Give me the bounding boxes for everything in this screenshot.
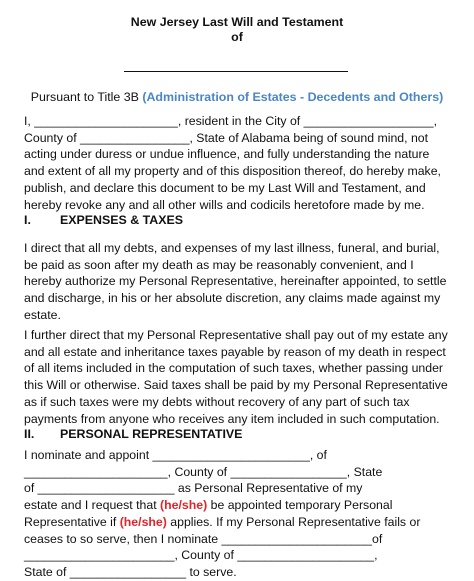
pronoun-placeholder: (he/she) (119, 514, 167, 529)
paragraph-line: of all items included in the computation of such taxes, whether passing under (24, 361, 444, 376)
representative-paragraph (24, 447, 454, 581)
pursuant-statement (0, 90, 474, 105)
paragraph-line: and all estate and inheritance taxes payable by reason of my death in respect (24, 344, 446, 359)
line-text: applies. If my Personal Representative fails or (166, 514, 421, 529)
document-title (0, 15, 474, 45)
expenses-paragraph (24, 240, 454, 324)
paragraph-line: and discharge, in his or her absolute discretion, any claims made against my (24, 291, 441, 306)
paragraph-line: I direct that all my debts, and expenses of my last illness, funeral, and burial, (24, 241, 440, 255)
paragraph-line: State of _________________ to serve. (24, 564, 237, 579)
title-line-1: New Jersey Last Will and Testament (130, 15, 344, 29)
line-text: be appointed temporary Personal (207, 498, 393, 513)
intro-line: County of ________________, State of Alabama being of sound mind, not (24, 130, 429, 145)
section-heading-representative (24, 427, 242, 442)
paragraph-line: I further direct that my Personal Representative shall pay out of my estate any (24, 328, 448, 342)
paragraph-line: I nominate and appoint _______________________, of (24, 448, 327, 462)
intro-line: hereby revoke any and all other wills and codicils heretofore made by me. (24, 197, 425, 212)
intro-line: publish, and declare this document to be my Last Will and Testament, and (24, 180, 426, 195)
paragraph-line: ______________________, County of ____________________, (24, 548, 378, 563)
taxes-paragraph (24, 327, 454, 427)
line-text: estate and I request that (24, 498, 161, 513)
paragraph-line (24, 514, 454, 531)
section-heading-expenses (24, 213, 183, 228)
paragraph-line: _____________________, County of _________________, State (24, 464, 383, 479)
paragraph-line: of ____________________ as Personal Representative of my (24, 481, 363, 496)
intro-paragraph (24, 113, 454, 213)
testator-name-line (124, 71, 348, 72)
section-number: I. (24, 213, 31, 227)
intro-line: and extent of all my property and of this disposition thereof, do hereby make, (24, 164, 441, 179)
line-text: Representative if (24, 514, 120, 529)
paragraph-line: payments from anyone who receives any item included in such computation. (24, 411, 440, 426)
pursuant-prefix: Pursuant to Title 3B (30, 90, 143, 104)
paragraph-line: estate. (24, 307, 61, 322)
pronoun-placeholder: (he/she) (160, 498, 208, 513)
paragraph-line: as if such taxes were my debts without recovery of any part of such tax (24, 394, 410, 409)
paragraph-line: ceases to so serve, then I nominate ______________________of (24, 531, 383, 546)
paragraph-line (24, 497, 454, 514)
intro-line: I, _____________________, resident in the City of ___________________, (24, 114, 437, 128)
section-title: EXPENSES & TAXES (60, 213, 184, 227)
paragraph-line: hereby authorize my Personal Representative, hereinafter appointed, to settle (24, 274, 447, 289)
section-number: II. (24, 427, 35, 441)
paragraph-line: this Will or otherwise. Said taxes shall be paid by my Personal Representative (24, 378, 448, 393)
intro-line: acting under duress or undue influence, and fully understanding the nature (24, 147, 430, 162)
statute-link[interactable]: (Administration of Estates - Decedents and Others) (142, 90, 444, 104)
paragraph-line: be paid as soon after my death as may be reasonably convenient, and I (24, 257, 414, 272)
section-title: PERSONAL REPRESENTATIVE (60, 427, 243, 441)
title-line-2: of (231, 30, 243, 44)
